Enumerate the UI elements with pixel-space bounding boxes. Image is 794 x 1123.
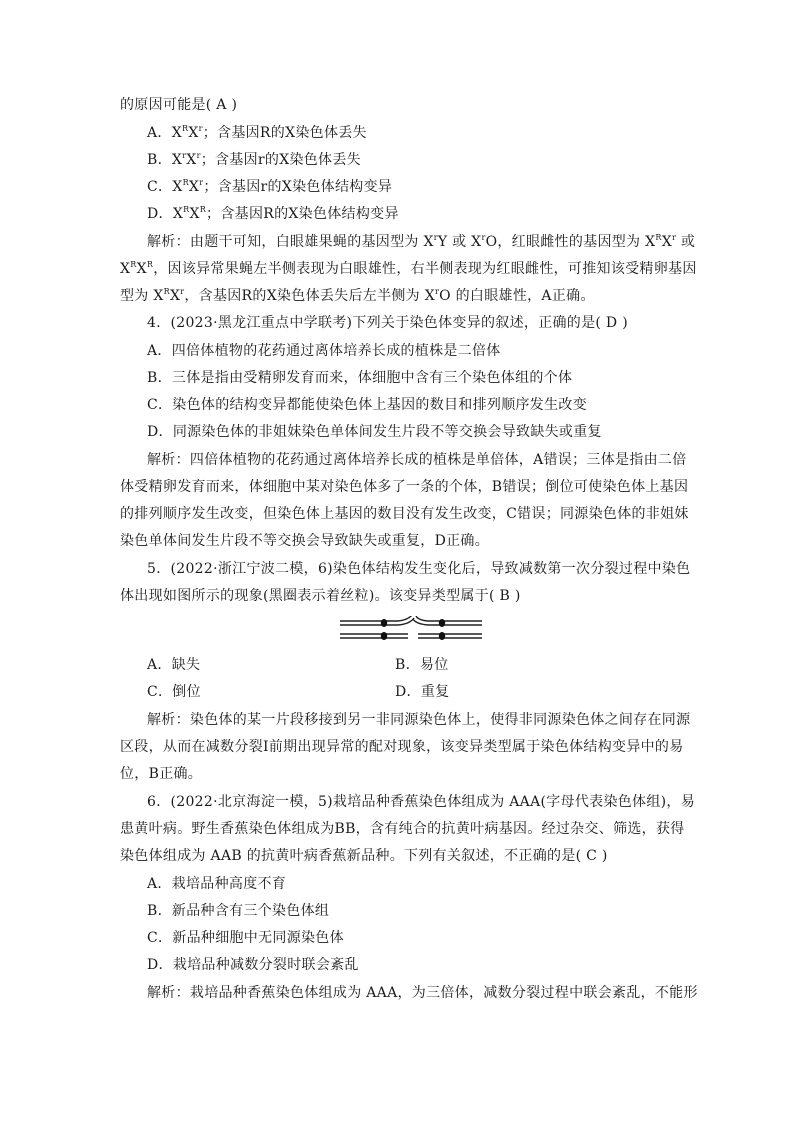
q4-option-a: A．四倍体植物的花药通过离体培养长成的植株是二倍体 <box>147 343 501 359</box>
q3-analysis-line-2: $X^RX^R$，因该异常果蝇左半侧表现为白眼雄性，右半侧表现为红眼雌性，可推知该受精卵基因 <box>120 260 697 277</box>
q4-analysis-line-1: 解析：四倍体植物的花药通过离体培养长成的植株是单倍体，A错误；三体是指由二倍 <box>147 452 687 468</box>
q6-option-a: A．栽培品种高度不育 <box>147 876 287 892</box>
q3-option-b: B．$X^rX^r$；含基因r的X染色体丢失 <box>147 151 361 168</box>
q4-option-d: D．同源染色体的非姐妹染色单体间发生片段不等交换会导致缺失或重复 <box>147 424 602 440</box>
question-5-stem-line-1: 5．(2022·浙江宁波二模，6)染色体结构发生变化后，导致减数第一次分裂过程中染色 <box>147 561 691 577</box>
q5-option-c: C．倒位 <box>147 684 201 700</box>
q5-option-d: D．重复 <box>395 684 450 700</box>
question-6-stem-line-2: 患黄叶病。野生香蕉染色体组成为BB，含有纯合的抗黄叶病基因。经过杂交、筛选，获得 <box>120 821 685 837</box>
chromosome-pairing-figure <box>338 616 484 644</box>
question-5-stem-line-2: 体出现如图所示的现象(黑圈表示着丝粒)。该变异类型属于( B ) <box>120 588 521 604</box>
q4-option-b: B．三体是指由受精卵发育而来，体细胞中含有三个染色体组的个体 <box>147 370 573 386</box>
q6-option-b: B．新品种含有三个染色体组 <box>147 903 330 919</box>
q5-analysis-line-2: 区段，从而在减数分裂Ⅰ前期出现异常的配对现象，该变异类型属于染色体结构变异中的易 <box>120 739 684 755</box>
q6-option-d: D．栽培品种减数分裂时联会紊乱 <box>147 957 359 973</box>
chromatid-line <box>416 616 428 621</box>
q3-analysis-line-1: 解析：由题干可知，白眼雄果蝇的基因型为 $X^rY$ 或 $X^rO$，红眼雌性的基因型为 $X^RX^r$ 或 <box>147 233 696 250</box>
q5-option-b: B．易位 <box>395 657 449 673</box>
q5-analysis-line-1: 解析：染色体的某一片段移接到另一非同源染色体上，使得非同源染色体之间存在同源 <box>147 712 691 728</box>
question-6-stem-line-1: 6．(2022·北京海淀一模，5)栽培品种香蕉染色体组成为 AAA(字母代表染色体组)，易 <box>147 794 696 810</box>
q3-option-a: A．$X^RX^r$；含基因R的X染色体丢失 <box>147 124 367 141</box>
q4-option-c: C．染色体的结构变异都能使染色体上基因的数目和排列顺序发生改变 <box>147 397 588 413</box>
q4-analysis-line-2: 体受精卵发育而来，体细胞中某对染色体多了一条的个体，B错误；倒位可使染色体上基因 <box>120 479 689 495</box>
question-4-stem: 4．(2023·黑龙江重点中学联考)下列关于染色体变异的叙述，正确的是( D ) <box>147 315 628 331</box>
question-6-stem-line-3: 染色体组成为 AAB 的抗黄叶病香蕉新品种。下列有关叙述，不正确的是( C ) <box>120 848 608 864</box>
centromere <box>381 632 387 640</box>
q3-analysis-line-3: 型为 $X^RX^r$，含基因R的X染色体丢失后左半侧为 $X^rO$ 的白眼雄性，A正确。 <box>120 287 595 304</box>
centromere <box>439 632 445 640</box>
centromere <box>381 619 387 627</box>
q3-option-c: C．$X^RX^r$；含基因r的X染色体结构变异 <box>147 178 393 195</box>
q3-option-d: D．$X^RX^R$；含基因R的X染色体结构变异 <box>147 205 399 222</box>
q4-analysis-line-3: 的排列顺序发生改变，但染色体上基因的数目没有发生改变，C错误；同源染色体的非姐妹 <box>120 506 689 522</box>
chromatid-line <box>398 616 412 621</box>
q5-analysis-line-3: 位，B正确。 <box>120 766 203 782</box>
q6-option-c: C．新品种细胞中无同源染色体 <box>147 930 344 946</box>
centromere <box>439 619 445 627</box>
q5-option-a: A．缺失 <box>147 657 201 673</box>
q4-analysis-line-4: 染色单体间发生片段不等交换会导致缺失或重复，D正确。 <box>120 533 490 549</box>
q6-analysis-line-1: 解析：栽培品种香蕉染色体组成为 AAA，为三倍体，减数分裂过程中联会紊乱，不能形 <box>147 985 698 1001</box>
question-3-stem-tail: 的原因可能是( A ) <box>120 97 238 113</box>
